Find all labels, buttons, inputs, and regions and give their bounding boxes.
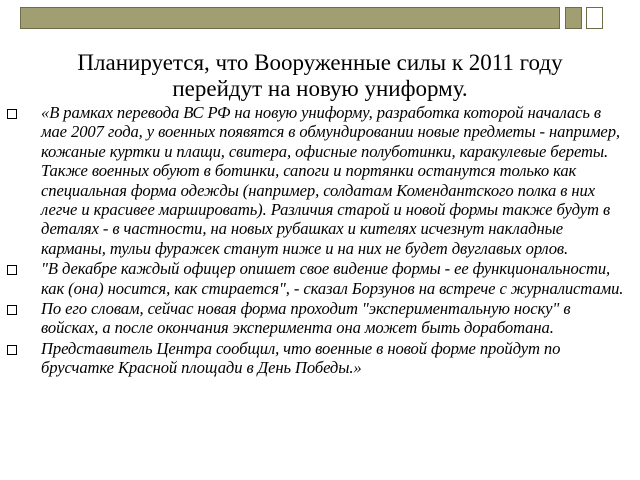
header-accent-squares <box>565 7 603 29</box>
square-bullet-icon <box>7 265 17 275</box>
slide-title <box>0 50 640 102</box>
header-accent-bar <box>20 7 560 29</box>
bullet-text: По его словам, сейчас новая форма проходит "экспериментальную носку" в войсках, а после окончания эксперимента она может быть доработана. <box>41 299 571 338</box>
bullet-item <box>0 299 640 338</box>
bullet-text: «В рамках перевода ВС РФ на новую униформу, разработка которой началась в мае 2007 года, у военных появятся в обмундировании новые предметы - например, кожаные куртки и плащи, свитера, офисные полуботинки, каракулевые береты. Также военных обуют в ботинки, сапоги и портянки останутся только как специальная форма одежды (например, солдатам Комендантского полка в них легче и красивее маршировать). Различия старой и новой формы также будут в деталях - в частности, на новых рубашках и кителях исчезнут накладные карманы, тульи фуражек станут ниже и на них не будет двуглавых орлов. <box>41 103 620 258</box>
bullet-text: "В декабре каждый офицер опишет свое видение формы - ее функциональности, как (она) носится, как стирается", - сказал Борзунов на встрече с журналистами. <box>41 259 624 298</box>
bullet-text: Представитель Центра сообщил, что военные в новой форме пройдут по брусчатке Красной площади в День Победы.» <box>41 338 561 378</box>
square-bullet-icon <box>7 109 17 119</box>
bullet-item <box>0 103 640 258</box>
square-bullet-icon <box>7 345 17 355</box>
slide-title-line2: перейдут на новую униформу. <box>172 76 468 101</box>
bullet-list <box>0 103 640 379</box>
accent-square <box>565 7 582 29</box>
accent-square <box>586 7 603 29</box>
bullet-item <box>0 259 640 298</box>
square-bullet-icon <box>7 305 17 315</box>
bullet-item <box>0 339 640 378</box>
slide-title-line1: Планируется, что Вооруженные силы к 2011 году <box>77 50 563 75</box>
